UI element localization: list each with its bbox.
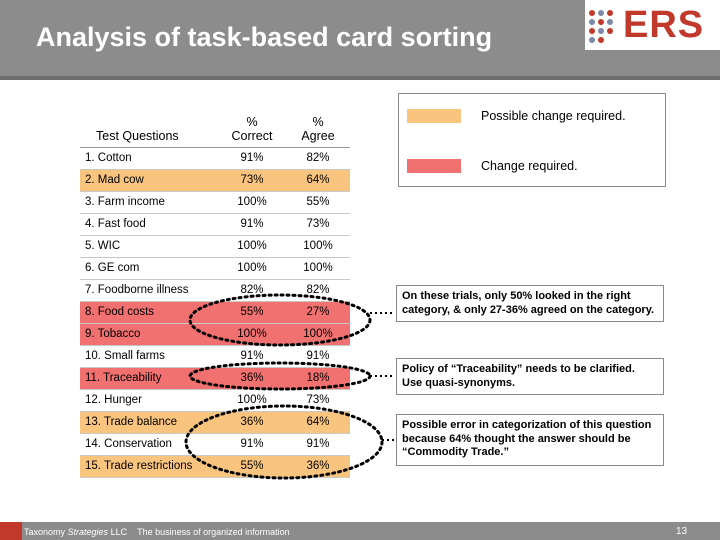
note-trade: Possible error in categorization of this question because 64% thought the answer should be “Commodity Trade.”: [396, 414, 664, 466]
cell-question: 13. Trade balance: [80, 411, 218, 433]
cell-question: 5. WIC: [80, 235, 218, 257]
cell-correct: 82%: [218, 279, 286, 301]
cell-question: 7. Foodborne illness: [80, 279, 218, 301]
cell-question: 9. Tobacco: [80, 323, 218, 345]
oval-traceability: [190, 363, 370, 389]
cell-agree: 82%: [286, 279, 350, 301]
cell-correct: 100%: [218, 257, 286, 279]
cell-agree: 27%: [286, 301, 350, 323]
cell-question: 14. Conservation: [80, 433, 218, 455]
footer-company: Taxonomy Strategies LLC The business of organized information: [24, 527, 290, 537]
cell-correct: 91%: [218, 213, 286, 235]
cell-agree: 91%: [286, 433, 350, 455]
cell-correct: 55%: [218, 455, 286, 477]
cell-question: 1. Cotton: [80, 147, 218, 169]
cell-correct: 91%: [218, 433, 286, 455]
footer-accent: [0, 522, 22, 540]
cell-correct: 91%: [218, 345, 286, 367]
cell-agree: 64%: [286, 411, 350, 433]
cell-correct: 100%: [218, 235, 286, 257]
slide-title: Analysis of task-based card sorting: [36, 22, 493, 52]
cell-question: 8. Food costs: [80, 301, 218, 323]
logo-text: ERS: [623, 4, 705, 46]
cell-correct: 100%: [218, 191, 286, 213]
slide-footer: [0, 522, 720, 540]
legend-change: Change required.: [481, 159, 578, 173]
cell-agree: 100%: [286, 323, 350, 345]
cell-agree: 91%: [286, 345, 350, 367]
cell-agree: 82%: [286, 147, 350, 169]
header-correct: % Correct: [231, 114, 273, 143]
note-trials: On these trials, only 50% looked in the right category, & only 27-36% agreed on the category.: [396, 285, 664, 322]
footer-tagline: The business of organized information: [137, 527, 290, 537]
cell-correct: 36%: [218, 367, 286, 389]
cell-correct: 73%: [218, 169, 286, 191]
cell-correct: 100%: [218, 389, 286, 411]
cell-correct: 36%: [218, 411, 286, 433]
note-traceability: Policy of “Traceability” needs to be clarified. Use quasi-synonyms.: [396, 358, 664, 395]
cell-agree: 100%: [286, 257, 350, 279]
cell-agree: 18%: [286, 367, 350, 389]
cell-agree: 73%: [286, 213, 350, 235]
cell-correct: 100%: [218, 323, 286, 345]
cell-question: 15. Trade restrictions: [80, 455, 218, 477]
cell-agree: 36%: [286, 455, 350, 477]
header-agree: % Agree: [301, 114, 335, 143]
page-number: 13: [676, 526, 688, 537]
oval-trade: [186, 406, 382, 478]
oval-food-costs-tobacco: [190, 295, 370, 345]
cell-question: 12. Hunger: [80, 389, 218, 411]
header-test-questions: Test Questions: [96, 128, 179, 143]
cell-agree: 55%: [286, 191, 350, 213]
cell-question: 3. Farm income: [80, 191, 218, 213]
cell-question: 11. Traceability: [80, 367, 218, 389]
cell-question: 6. GE com: [80, 257, 218, 279]
cell-correct: 55%: [218, 301, 286, 323]
cell-agree: 73%: [286, 389, 350, 411]
cell-correct: 91%: [218, 147, 286, 169]
cell-question: 10. Small farms: [80, 345, 218, 367]
cell-agree: 100%: [286, 235, 350, 257]
legend-possible-change: Possible change required.: [481, 109, 626, 123]
cell-question: 2. Mad cow: [80, 169, 218, 191]
cell-question: 4. Fast food: [80, 213, 218, 235]
cell-agree: 64%: [286, 169, 350, 191]
